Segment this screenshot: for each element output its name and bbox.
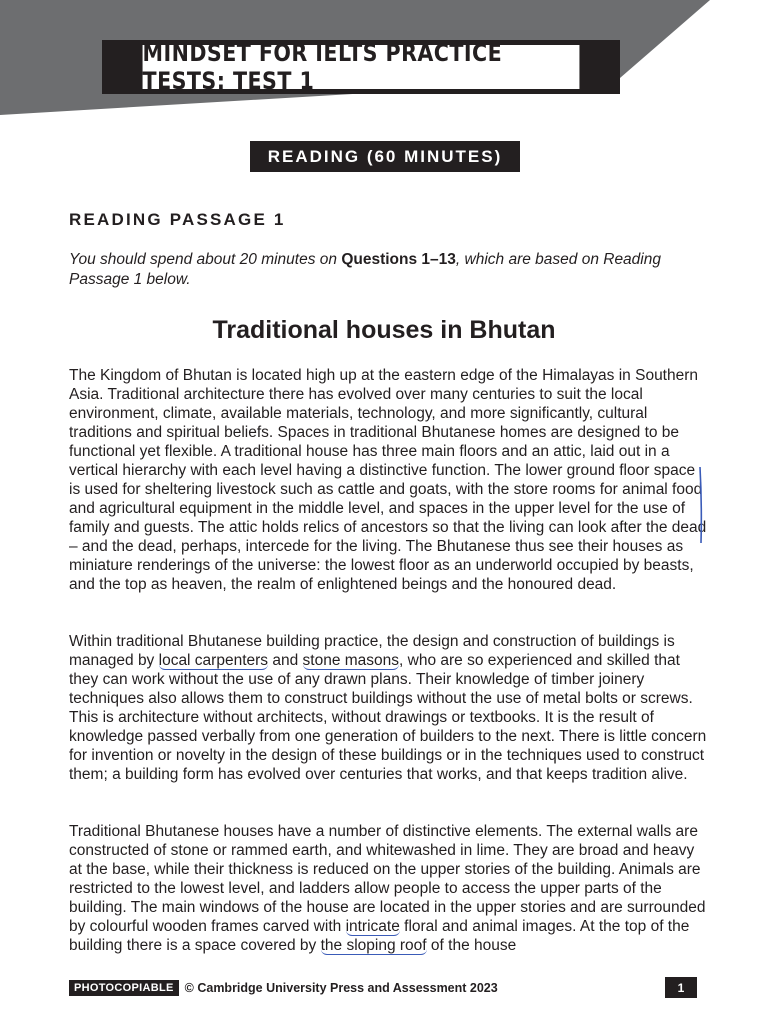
instructions (69, 250, 709, 290)
instructions-text-end: , which are based on Reading Passage 1 below. (69, 251, 661, 288)
underline-annotation: intricate (345, 918, 400, 935)
copyright-text: © Cambridge University Press and Assessment 2023 (184, 981, 498, 995)
instructions-text: You should spend about 20 minutes on (69, 251, 342, 268)
margin-pen-mark (697, 465, 705, 545)
section-label: READING (60 MINUTES) (250, 141, 520, 172)
paragraph-3-text: floral and animal images. At the top of the building there is a space covered by (69, 918, 690, 954)
paragraph-3-text: of the house (426, 937, 517, 954)
paragraph-3-text: Traditional Bhutanese houses have a number of distinctive elements. The external walls are constructed of stone or rammed earth, and whitewashed in lime. They are broad and heavy at the base, while their thickness is reduced on the upper stories of the building. Animals are restricted to the lowest level, and ladders allow people to access the upper parts of the building. The main windows of the house are located in the upper stories and are surrounded by colourful wooden frames carved with (69, 823, 706, 935)
paragraph-2-text: , who are so experienced and skilled that they can work without the use of any drawn plans. Their knowledge of timber joinery techniques also allows them to construct buildings without the use of metal bolts or screws. This is architecture without architects, without drawings or textbooks. It is the result of knowledge passed verbally from one generation of builders to the next. There is little concern for invention or novelty in the design of these buildings or in the techniques used to construct them; a building form has evolved over centuries that works, and that keeps tradition alive. (69, 652, 707, 783)
paragraph-1: The Kingdom of Bhutan is located high up at the eastern edge of the Himalayas in Southern Asia. Traditional architecture there has evolved over many centuries to suit the local environment, climate, available materials, technology, and more significantly, cultural traditions and spiritual beliefs. Spaces in traditional Bhutanese homes are designed to be functional yet flexible. A traditional house has three main floors and an attic, laid out in a vertical hierarchy with each level having a distinctive function. The lower ground floor space is used for sheltering livestock such as cattle and goats, with the store rooms for animal food and agricultural equipment in the middle level, and spaces in the upper level for the use of family and guests. The attic holds relics of ancestors so that the living can look after the dead – and the dead, perhaps, intercede for the living. The Bhutanese thus see their houses as miniature renderings of the universe: the lowest floor as an underworld occupied by beasts, and the top as heaven, the realm of enlightened beings and the honoured dead. (69, 367, 707, 593)
photocopiable-badge: PHOTOCOPIABLE (69, 980, 179, 996)
paragraph-3 (69, 822, 709, 955)
test-title-box (102, 40, 620, 94)
underline-annotation: local carpenters (158, 652, 269, 669)
paragraph-2-text: Within traditional Bhutanese building practice, the design and construction of buildings is managed by (69, 633, 675, 669)
passage-title: Traditional houses in Bhutan (212, 316, 556, 344)
test-title: MINDSET FOR IELTS PRACTICE TESTS: TEST 1 (143, 45, 580, 89)
paragraph-2-text: and (268, 652, 303, 669)
underline-annotation: the sloping roof (320, 937, 427, 954)
page-number: 1 (665, 977, 697, 998)
paragraph-2 (69, 632, 709, 784)
footer (69, 978, 498, 998)
underline-annotation: stone masons (302, 652, 400, 669)
passage-heading: READING PASSAGE 1 (69, 210, 286, 229)
instructions-questions: Questions 1–13 (341, 251, 456, 268)
